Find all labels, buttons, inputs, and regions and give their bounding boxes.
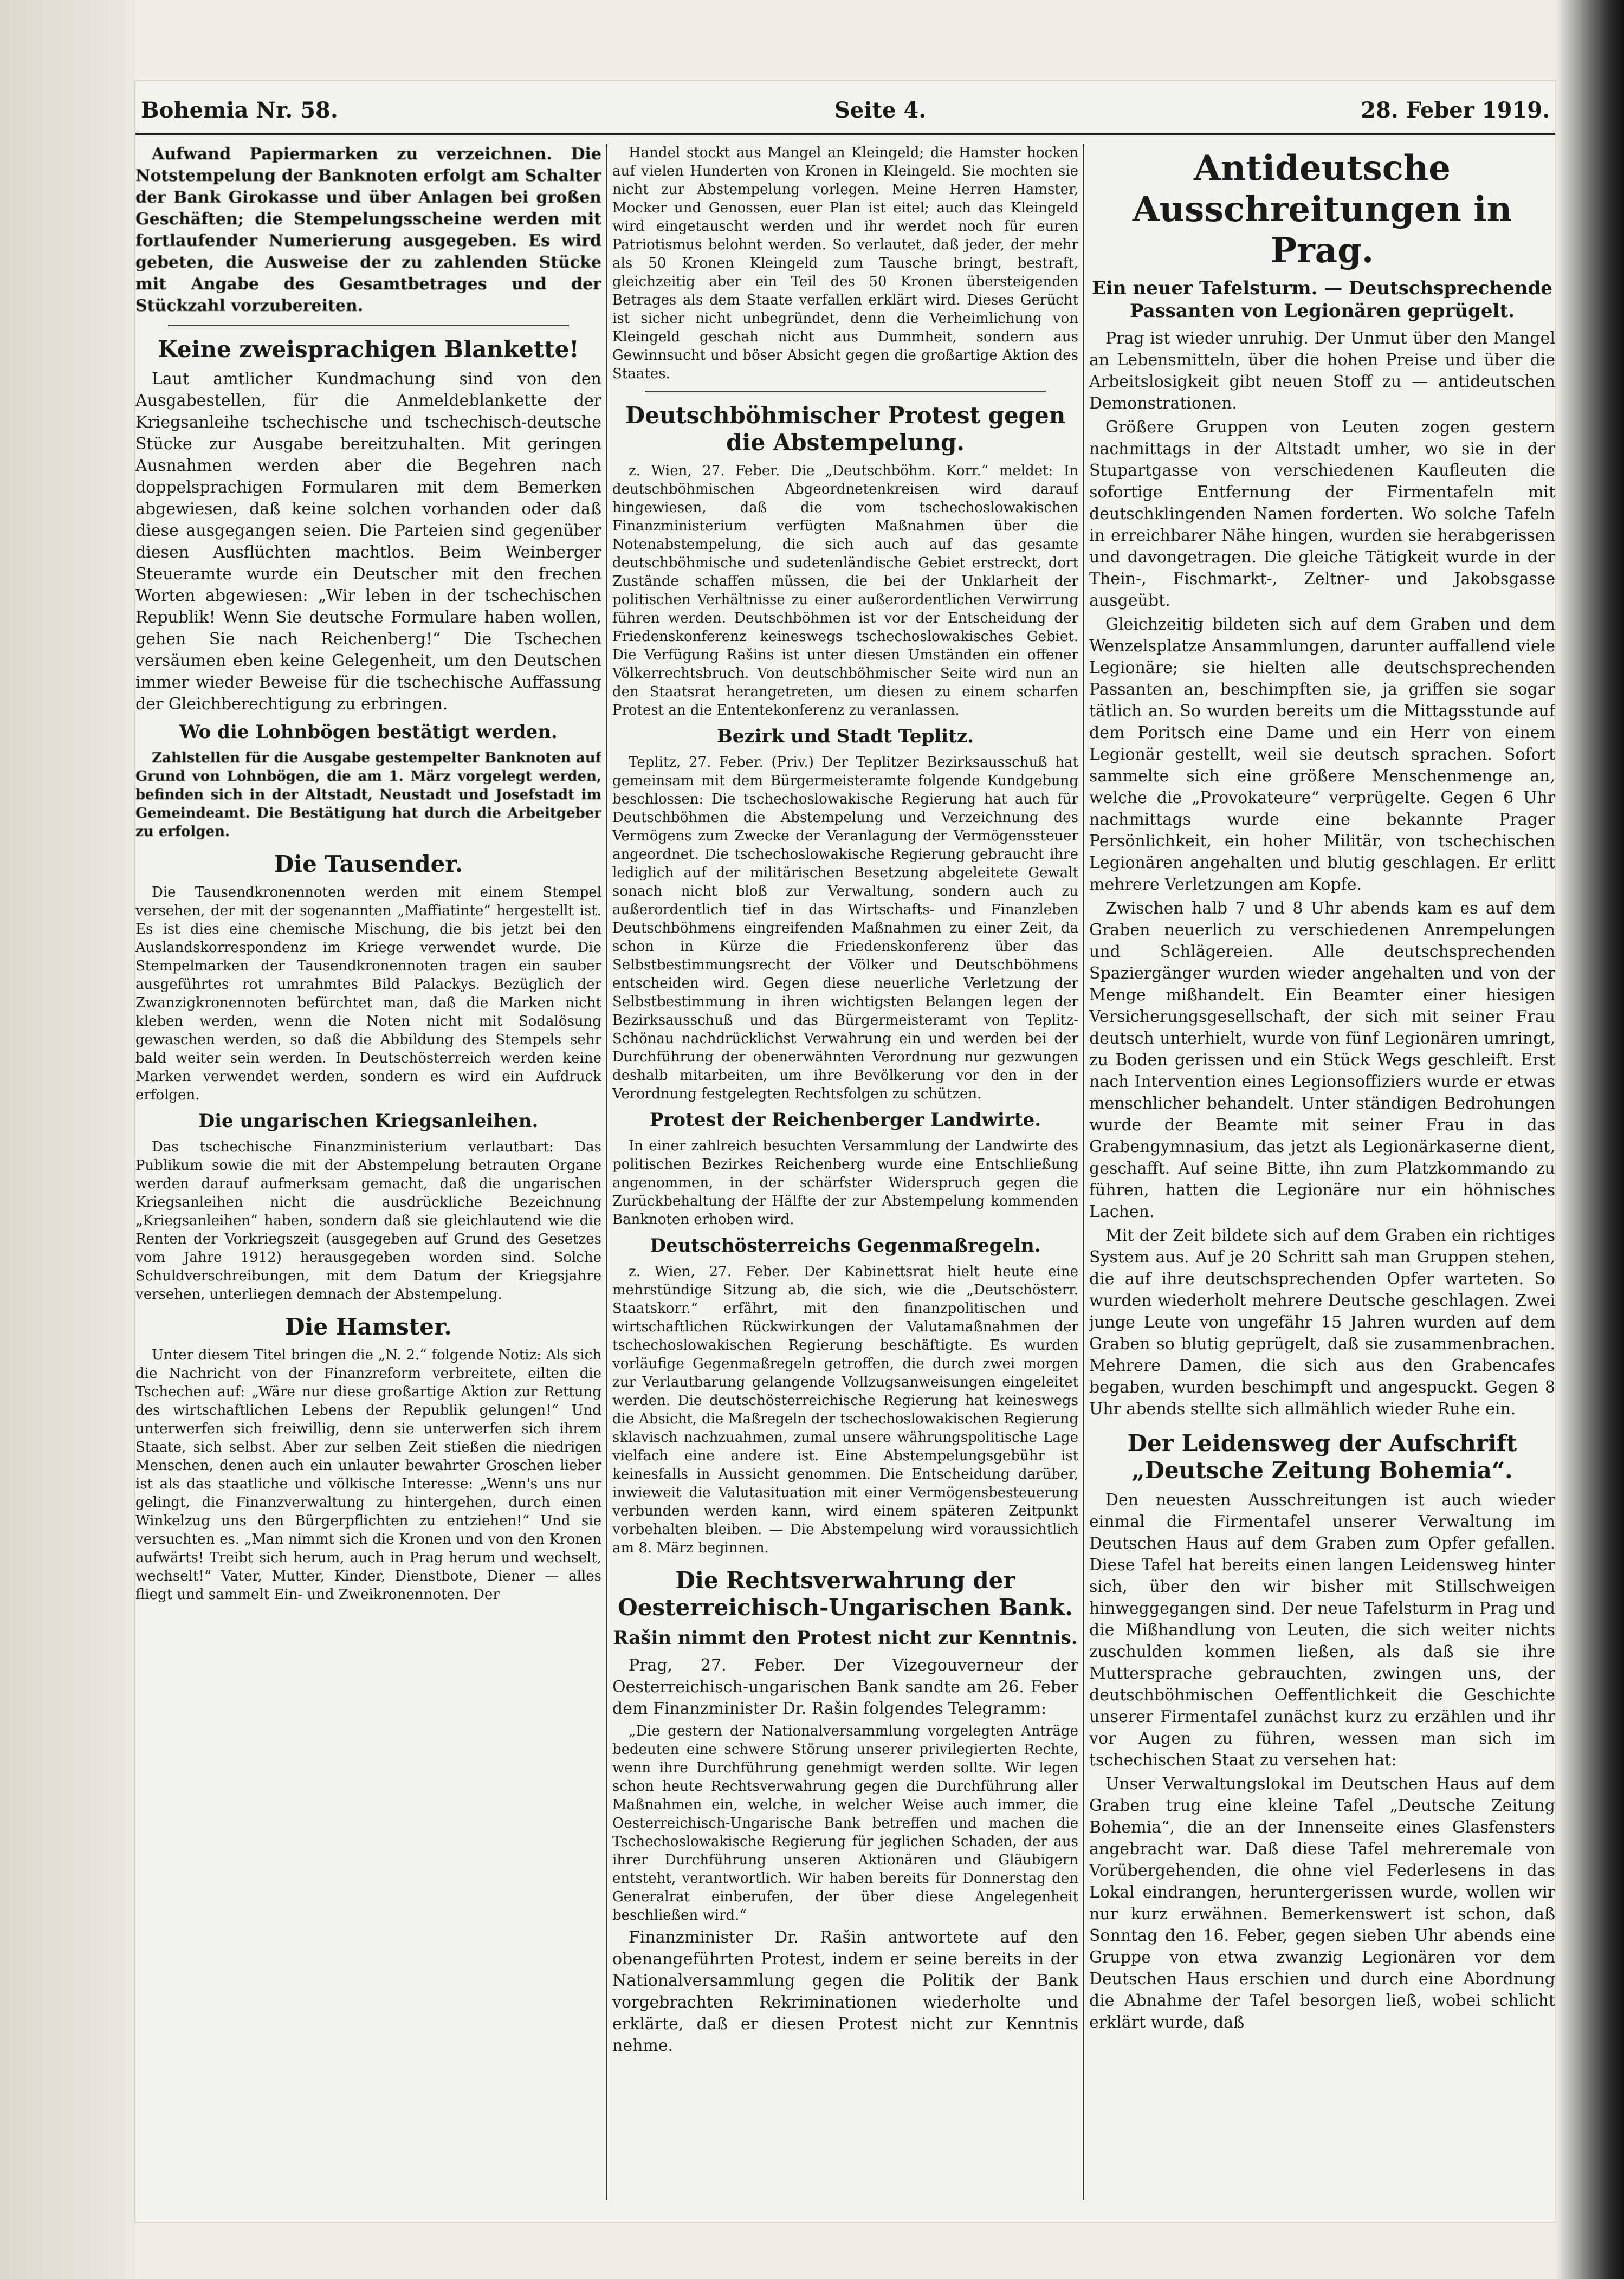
article-heading-bank: Die Rechtsverwahrung der Oesterreichisch-Ungarischen Bank. <box>618 1567 1073 1621</box>
column-divider-2 <box>1083 144 1084 2200</box>
article-body-bank: Prag, 27. Feber. Der Vizegouverneur der Oesterreichisch-ungarischen Bank sandte am 26. Feber dem Finanzminister Dr. Rašin folgendes Telegramm: <box>612 1656 1078 1718</box>
scan-margin-left <box>0 0 135 2279</box>
article-heading-lohnboegen: Wo die Lohnbögen bestätigt werden. <box>179 721 558 743</box>
separator <box>168 325 569 326</box>
separator <box>645 391 1046 392</box>
article-body-blankette: Laut amtlicher Kundmachung sind von den Ausgabestellen, für die Anmeldeblankette der Kriegsanleihe tschechische und tschechisch-deutsche Stücke zur Ausgabe bereitzuhalten. Mit geringen Ausnahmen werden aber die Begehren nach doppelsprachigen Formularen mit dem Bemerken abgewiesen, daß keine solchen vorhanden oder daß diese ausgegangen seien. Die Parteien sind gegenüber diesen Ausflüchten machtlos. Beim Weinberger Steueramte wurde ein Deutscher mit den frechen Worten abgewiesen: „Wir leben in der tschechischen Republik! Wenn Sie deutsche Formulare haben wollen, gehen Sie nach Reichenberg!“ Die Tschechen versäumen eben keine Gelegenheit, um den Deutschen immer wieder Beweise für die tschechische Auffassung der Gleichberechtigung zu erbringen. <box>135 370 601 714</box>
column-divider-1 <box>606 144 607 2200</box>
article-subheading-bank: Rašin nimmt den Protest nicht zur Kenntnis. <box>613 1627 1078 1649</box>
page-number: Seite 4. <box>834 98 927 123</box>
article-body-kriegsanleihen: Das tschechische Finanzministerium verlautbart: Das Publikum sowie die mit der Abstempelung betrauten Organe werden darauf aufmerksam gemacht, daß die ungarischen Kriegsanleihen nicht die ausdrückliche Bezeichnung „Kriegsanleihen“ haben, sondern daß sie gleichlautend wie die Renten der Vorkriegszeit (ausgegeben auf Grund des Gesetzes vom Jahre 1912) herausgegeben worden sind. Solche Schuldverschreibungen, mit dem Datum der Kriegsjahre versehen, unterliegen demnach der Abstempelung. <box>135 1139 601 1303</box>
col2-intro: Handel stockt aus Mangel an Kleingeld; die Hamster hocken auf vielen Hunderten von Kronen in Kleingeld. Sie mochten sie nicht zur Abstempelung vorlegen. Meine Herren Hamster, Mocker und Genossen, euer Plan ist eitel; auch das Kleingeld wird eingetauscht werden und ihr werdet noch für euren Patriotismus belohnt werden. So verlautet, daß jeder, der mehr als 50 Kronen Kleingeld zum Tausche bringt, bestraft, gleichzeitig aber ein Teil des 50 Kronen übersteigenden Betrages als dem Staate verfallen erklärt wird. Dieses Gerücht ist sicher nicht unbegründet, denn die Verheimlichung von Kleingeld geschah nicht aus Dummheit, sondern aus Gewinnsucht und böser Absicht gegen die großartige Aktion des Staates. <box>612 145 1078 382</box>
article-heading-reichenberg: Protest der Reichenberger Landwirte. <box>649 1109 1041 1131</box>
main-paragraph-5: Mit der Zeit bildete sich auf dem Graben ein richtiges System aus. Auf je 20 Schritt sah man Gruppen stehen, die auf ihre deutschsprechenden Opfer warteten. So wurden wiederholt mehrere Deutsche geschlagen. Zwei junge Leute von ungefähr 15 Jahren wurden auf dem Graben so blutig geprügelt, daß sie zusammenbrachen. Mehrere Damen, die sich aus den Grabencafes begaben, wurden beschimpft und angespuckt. Gegen 8 Uhr abends stellte sich allmählich wieder Ruhe ein. <box>1089 1226 1555 1419</box>
column-2 <box>612 144 1078 2200</box>
article-body-lohnboegen: Zahlstellen für die Ausgabe gestempelter Banknoten auf Grund von Lohnbögen, die am 1. März vorgelegt werden, befinden sich in der Altstadt, Neustadt und Josefstadt im Gemeindeamt. Die Bestätigung hat durch die Arbeitgeber zu erfolgen. <box>135 750 601 840</box>
main-paragraph-1: Prag ist wieder unruhig. Der Unmut über den Mangel an Lebensmitteln, über die hohen Preise und über die Arbeitslosigkeit gibt neuen Stoff zu — antideutschen Demonstrationen. <box>1089 329 1555 413</box>
article-heading-gegenmassregeln: Deutschösterreichs Gegenmaßregeln. <box>650 1235 1041 1257</box>
article-body-protest: z. Wien, 27. Feber. Die „Deutschböhm. Korr.“ meldet: In deutschböhmischen Abgeordnetenkreisen wird darauf hingewiesen, daß die vom tschechoslowakischen Finanzministerium verfügten Maßnahmen über die Notenabstempelung, die sich auch auf das gesamte deutschböhmische und sudetenländische Gebiet erstreckt, dort Zustände schaffen müssen, die bei der Unklarheit der politischen Verhältnisse zu einer außerordentlichen Verwirrung führen werden. Deutschböhmen ist vor der Entscheidung der Friedenskonferenz keineswegs tschechoslowakisches Gebiet. Die Verfügung Rašins ist unter diesen Umständen ein offener Völkerrechtsbruch. Von deutschböhmischer Seite wird nun an den Staatsrat herangetreten, um diesen zu einem scharfen Protest an die Ententekonferenz zu veranlassen. <box>612 463 1078 718</box>
article-body-reichenberg: In einer zahlreich besuchten Versammlung der Landwirte des politischen Bezirkes Reichenberg wurde eine Entschließung angenommen, in der schärfster Widerspruch gegen die Zurückbehaltung der Hälfte der zur Abstempelung kommenden Banknoten erhoben wird. <box>612 1138 1078 1228</box>
column-3 <box>1089 144 1555 2200</box>
article-body-tausender: Die Tausendkronennoten werden mit einem Stempel versehen, der mit der sogenannten „Maffiatinte“ hergestellt ist. Es ist dies eine chemische Mischung, die bis jetzt bei den Auslandskorrespondenz im Kriege verwendet wurde. Die Stempelmarken der Tausendkronennoten tragen ein sauber ausgeführtes rot umrahmtes Bild Palackys. Bezüglich der Zwanzigkronennoten befürchtet man, daß die Marken nicht kleben werden, wenn die Noten nicht mit Sodalösung gewaschen werden, so daß die Abbildung des Stempels sehr bald weiter sein werden. In Deutschösterreich werden keine Marken verwendet werden, sondern es wird ein Aufdruck erfolgen. <box>135 884 601 1103</box>
article-body-teplitz: Teplitz, 27. Feber. (Priv.) Der Teplitzer Bezirksausschuß hat gemeinsam mit dem Bürgermeisteramte folgende Kundgebung beschlossen: Die tschechoslowakische Regierung hat auch für Deutschböhmen die Abstempelung und Verzeichnung des Vermögens zum Zwecke der Veranlagung der Vermögenssteuer angeordnet. Die tschechoslowakische Regierung gebraucht ihre lediglich auf der militärischen Besetzung abgeleitete Gewalt sonach nicht bloß zur Verwaltung, sondern auch zu außerordentlich tief in das Wirtschafts- und Finanzleben Deutschböhmens eingreifenden Maßnahmen zu einer Zeit, da schon in Kürze die Friedenskonferenz über das Selbstbestimmungsrecht der Völker und Deutschböhmens entscheiden wird. Gegen diese neuerliche Verletzung der Selbstbestimmung in ihren wichtigsten Belangen legen der Bezirksausschuß und das Bürgermeisteramt von Teplitz-Schönau nachdrücklichst Verwahrung ein und werden bei der Durchführung der obenerwähnten Verordnung nur gezwungen deshalb mitarbeiten, um ihre Bevölkerung vor den in der Verordnung festgelegten Rechtsfolgen zu schützen. <box>612 754 1078 1102</box>
main-paragraph-4: Zwischen halb 7 und 8 Uhr abends kam es auf dem Graben neuerlich zu verschiedenen Anrempelungen und Schlägereien. Alle deutschsprechenden Spaziergänger wurden wieder angehalten und von der Menge mißhandelt. Ein Beamter einer hiesigen Versicherungsgesellschaft, der sich mit seiner Frau deutsch unterhielt, wurde von fünf Legionären umringt, zu Boden gerissen und ein Stück Wegs geschleift. Erst nach Intervention eines Legionsoffiziers wurde er etwas menschlicher behandelt. Unter ständigen Bedrohungen wurde der Beamte mit seiner Frau in das Grabengymnasium, das jetzt als Legionärkaserne dient, geschafft. Auf seine Bitte, ihn zum Platzkommando zu führen, hatten die Legionäre nur ein höhnisches Lachen. <box>1089 899 1555 1221</box>
main-subheadline: Ein neuer Tafelsturm. — Deutschsprechende Passanten von Legionären geprügelt. <box>1092 277 1552 322</box>
scan-margin-right <box>1555 0 1624 2279</box>
col1-intro: Aufwand Papiermarken zu verzeichnen. Die Notstempelung der Banknoten erfolgt am Schalter der Bank Girokasse und über Anlagen bei großen Geschäften; die Stempelungsscheine werden mit fortlaufender Numerierung ausgegeben. Es wird gebeten, die Ausweise der zu zahlenden Stücke mit Angabe des Gesamtbetrages und der Stückzahl vorzubereiten. <box>135 145 601 315</box>
leidensweg-paragraph-1: Den neuesten Ausschreitungen ist auch wieder einmal die Firmentafel unserer Verwaltung im Deutschen Haus auf dem Graben zum Opfer gefallen. Diese Tafel hat bereits einen langen Leidensweg hinter sich, über den wir bisher mit Stillschweigen hinweggegangen sind. Der neue Tafelsturm in Prag und die Mißhandlung von Leuten, die sich weiter nichts zuschulden kommen ließen, als daß sie ihre Muttersprache gebrauchten, zwingen uns, der deutschböhmischen Oeffentlichkeit die Geschichte unserer Firmentafel zunächst kurz zu erzählen und ihr vor Augen zu führen, wessen man sich im tschechischen Staat zu versehen hat: <box>1089 1491 1555 1770</box>
issue-date: 28. Feber 1919. <box>1361 98 1550 123</box>
article-heading-leidensweg: Der Leidensweg der Aufschrift „Deutsche Zeitung Bohemia“. <box>1127 1430 1517 1484</box>
leidensweg-paragraph-2: Unser Verwaltungslokal im Deutschen Haus auf dem Graben trug eine kleine Tafel „Deutsche Zeitung Bohemia“, die an der Innenseite eines Glasfensters angebracht war. Daß diese Tafel mehreremale von Vorübergehenden, die ohne viel Federlesens in das Lokal eindrangen, heruntergerissen wurde, wollen wir nur kurz erwähnen. Bemerkenswert ist schon, daß Sonntag den 16. Feber, gegen sieben Uhr abends eine Gruppe von etwa zwanzig Legionären vor dem Deutschen Haus erschien und durch eine Abordnung die Abnahme der Tafel besorgen ließ, wobei schlicht erklärt wurde, daß <box>1089 1775 1555 2032</box>
article-heading-blankette: Keine zweisprachigen Blankette! <box>158 336 579 362</box>
header-rule <box>135 133 1555 135</box>
main-headline: Antideutsche Ausschreitungen in Prag. <box>1132 148 1512 271</box>
article-body-gegenmassregeln: z. Wien, 27. Feber. Der Kabinettsrat hielt heute eine mehrstündige Sitzung ab, die sich, wie die „Deutschösterr. Staatskorr.“ erfährt, mit den finanzpolitischen und wirtschaftlichen Rückwirkungen der Valutamaßnahmen der tschechoslowakischen Regierung beschäftigte. Es wurden vorläufige Gegenmaßregeln getroffen, die durch zwei morgen zur Verlautbarung gelangende Vollzugsanweisungen eingeleitet werden. Die deutschösterreichische Regierung hat keineswegs die Absicht, die Maßregeln der tschechoslowakischen Regierung sklavisch nachzuahmen, zumal unsere währungspolitische Lage vielfach eine andere ist. Eine Abstempelungsgebühr ist keinesfalls in Aussicht genommen. Die Entscheidung darüber, inwieweit die Valutasituation mit einer Vermögensbesteuerung verbunden werden kann, wird einem späteren Zeitpunkt vorbehalten bleiben. — Die Abstempelung wird voraussichtlich am 8. März beginnen. <box>612 1264 1078 1556</box>
article-body-bank-end: Finanzminister Dr. Rašin antwortete auf den obenangeführten Protest, indem er seine bereits in der Nationalversammlung gegen die Politik der Bank vorgebrachten Rekriminationen wiederholte und erklärte, daß er diesen Protest nicht zur Kenntnis nehme. <box>612 1928 1078 2055</box>
main-paragraph-3: Gleichzeitig bildeten sich auf dem Graben und dem Wenzelsplatze Ansammlungen, darunter auffallend viele Legionäre; sie hielten alle deutschsprechenden Passanten an, beschimpften sie, ja griffen sie sogar tätlich an. So wurden bereits um die Mittagsstunde auf dem Poritsch eine Dame und ein Herr von einem Legionär gestellt, weil sie deutsch sprachen. Sofort sammelte sich eine größere Menschenmenge an, welche die „Provokateure“ verprügelte. Gegen 6 Uhr nachmittags wurde eine bekannte Prager Persönlichkeit, ein hoher Militär, von tschechischen Legionären angehalten und blutig geschlagen. Er erlitt mehrere Verletzungen am Kopfe. <box>1089 615 1555 894</box>
article-heading-hamster: Die Hamster. <box>285 1313 452 1340</box>
article-telegram: „Die gestern der Nationalversammlung vorgelegten Anträge bedeuten eine schwere Störung unserer privilegierten Rechte, wenn ihre Durchführung genehmigt werden sollte. Wir legen schon heute Rechtsverwahrung gegen die Durchführung aller Maßnahmen ein, welche, in welcher Weise auch immer, die Oesterreichisch-Ungarische Bank betreffen und machen die Tschechoslowakische Regierung für jeglichen Schaden, der aus ihrer Durchführung unseren Aktionären und Gläubigern entsteht, verantwortlich. Wir haben bereits für Donnerstag den Generalrat einberufen, der über diese Angelegenheit beschließen wird.“ <box>612 1723 1078 1924</box>
article-heading-tausender: Die Tausender. <box>274 851 463 877</box>
column-1 <box>135 144 601 2200</box>
article-heading-protest: Deutschböhmischer Protest gegen die Abstempelung. <box>625 402 1066 456</box>
main-paragraph-2: Größere Gruppen von Leuten zogen gestern nachmittags in der Altstadt umher, wo sie in der Stupartgasse von verschiedenen Kaufleuten die sofortige Entfernung der Firmentafeln mit deutschklingenden Namen forderten. Wo solche Tafeln in erreichbarer Nähe hingen, wurden sie herabgerissen und davongetragen. Die gleiche Tätigkeit wurde in der Thein-, Fischmarkt-, Zeltner- und Jakobsgasse ausgeübt. <box>1089 418 1555 610</box>
article-body-hamster: Unter diesem Titel bringen die „N. 2.“ folgende Notiz: Als sich die Nachricht von der Finanzreform verbreitete, eilten die Tschechen auf: „Wäre nur diese großartige Aktion zur Rettung des wirtschaftlichen Lebens der Republik gelungen!“ Und unterwerfen sich freiwillig, denn sie unterwerfen sich ihrem Staate, sich selbst. Aber zur selben Zeit stießen die niedrigen Menschen, denen auch ein unlauter bewahrter Groschen lieber ist als das staatliche und völkische Interesse: „Wenn's uns nur gelingt, die Finanzverwaltung zu hintergehen, durch einen Winkelzug uns den Bürgerpflichten zu entziehen!“ Und sie versuchten es. „Man nimmt sich die Kronen und von den Kronen aufwärts! Treibt sich herum, auch in Prag herum und wechselt, wechselt!“ Vater, Mutter, Kinder, Dienstbote, Diener — alles fliegt und sammelt Ein- und Zweikronennoten. Der <box>135 1347 601 1603</box>
article-heading-teplitz: Bezirk und Stadt Teplitz. <box>716 726 974 747</box>
article-heading-kriegsanleihen: Die ungarischen Kriegsanleihen. <box>198 1110 539 1132</box>
page-header <box>135 92 1555 130</box>
issue-number: Bohemia Nr. 58. <box>141 98 338 123</box>
newspaper-page <box>135 81 1555 2222</box>
